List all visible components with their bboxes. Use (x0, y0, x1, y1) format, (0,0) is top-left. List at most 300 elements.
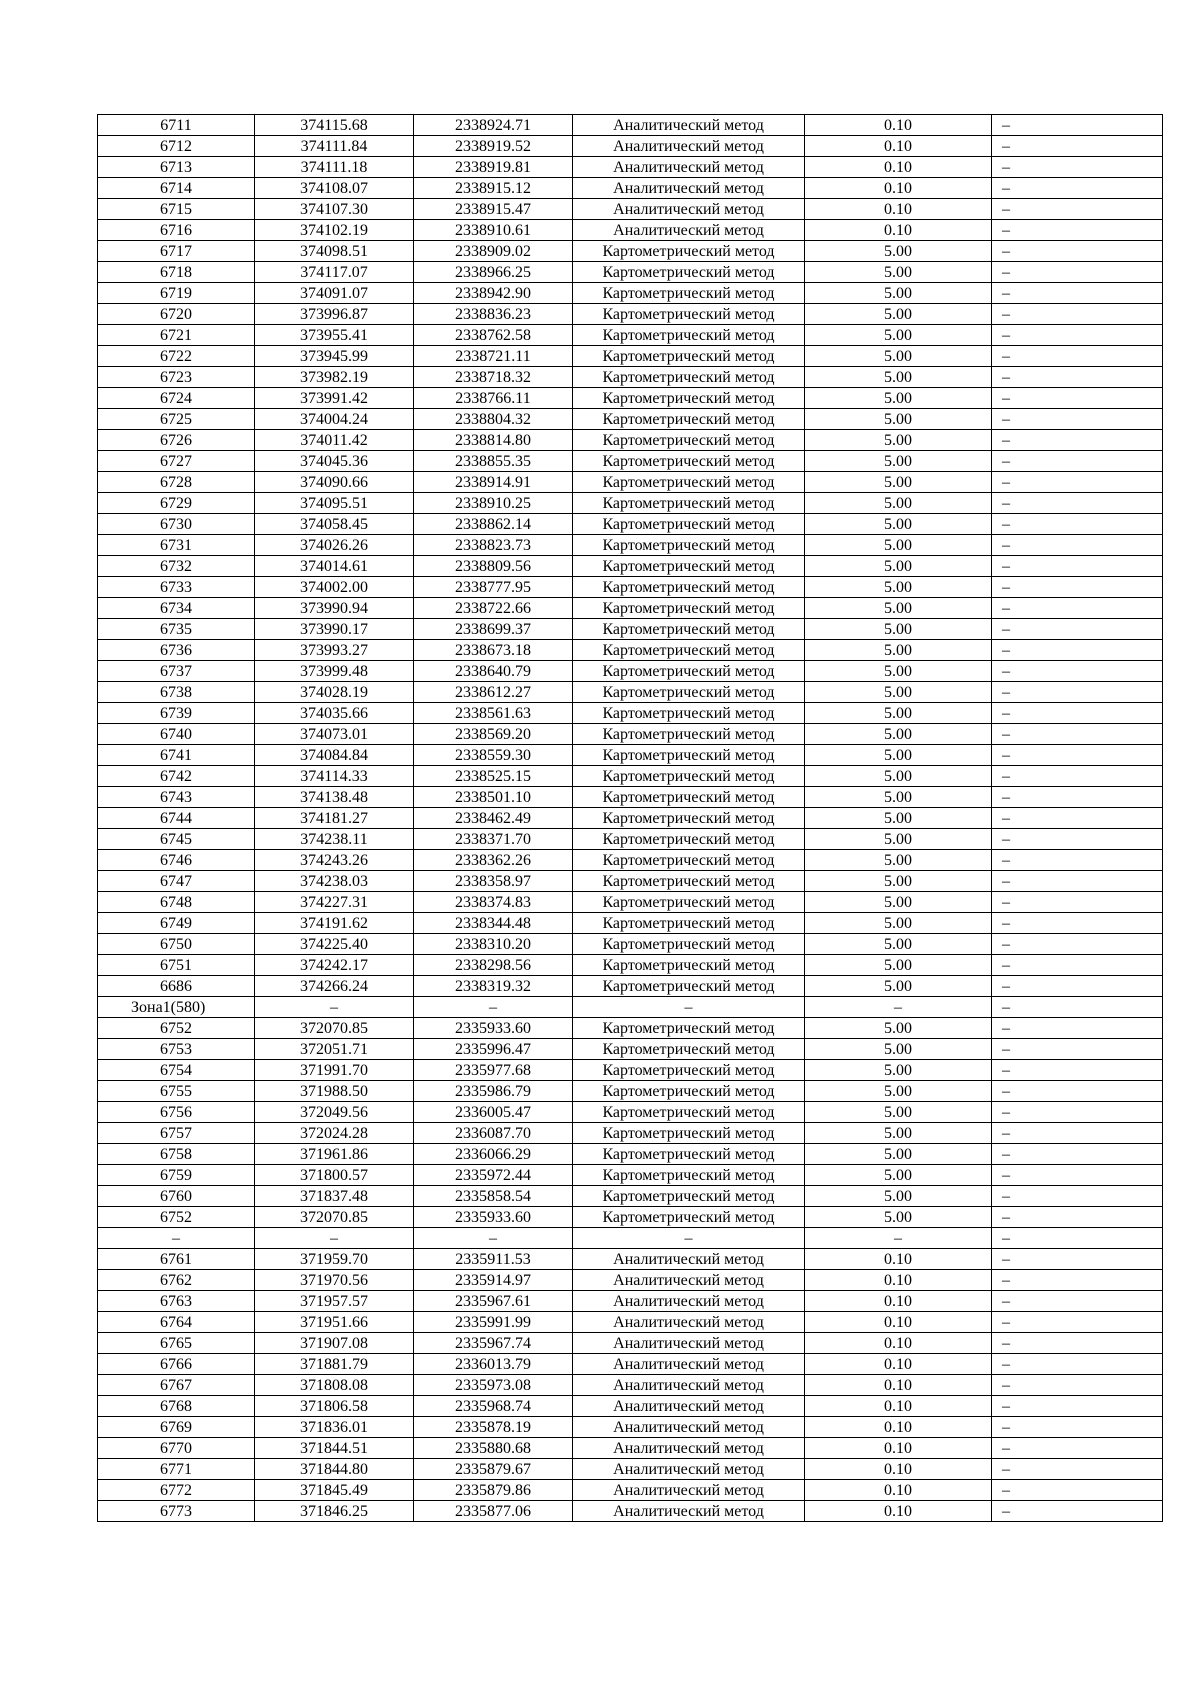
table-row (98, 493, 1163, 514)
table-row (98, 934, 1163, 955)
note-cell: – (992, 1501, 1163, 1522)
note-cell: – (992, 1018, 1163, 1039)
accuracy-cell: 5.00 (805, 871, 992, 892)
x-coordinate-cell: 372049.56 (255, 1102, 414, 1123)
table-row (98, 1081, 1163, 1102)
y-coordinate-cell: 2338718.32 (414, 367, 573, 388)
note-cell: – (992, 451, 1163, 472)
point-number-cell: 6728 (98, 472, 255, 493)
point-number-cell: 6764 (98, 1312, 255, 1333)
method-cell: Аналитический метод (573, 1438, 805, 1459)
note-cell: – (992, 1228, 1163, 1249)
note-cell: – (992, 472, 1163, 493)
table-row (98, 136, 1163, 157)
x-coordinate-cell: 371844.51 (255, 1438, 414, 1459)
x-coordinate-cell: 371846.25 (255, 1501, 414, 1522)
x-coordinate-cell: 371957.57 (255, 1291, 414, 1312)
method-cell: Аналитический метод (573, 1396, 805, 1417)
y-coordinate-cell: 2335986.79 (414, 1081, 573, 1102)
y-coordinate-cell: 2338722.66 (414, 598, 573, 619)
note-cell: – (992, 976, 1163, 997)
accuracy-cell: 0.10 (805, 1249, 992, 1270)
point-number-cell: 6726 (98, 430, 255, 451)
point-number-cell: 6718 (98, 262, 255, 283)
y-coordinate-cell: 2338559.30 (414, 745, 573, 766)
x-coordinate-cell: 374225.40 (255, 934, 414, 955)
method-cell: Картометрический метод (573, 304, 805, 325)
y-coordinate-cell: 2335911.53 (414, 1249, 573, 1270)
accuracy-cell: 5.00 (805, 955, 992, 976)
point-number-cell: 6731 (98, 535, 255, 556)
point-number-cell: 6732 (98, 556, 255, 577)
y-coordinate-cell: 2338673.18 (414, 640, 573, 661)
y-coordinate-cell: 2338525.15 (414, 766, 573, 787)
accuracy-cell: 5.00 (805, 283, 992, 304)
x-coordinate-cell: 374111.84 (255, 136, 414, 157)
point-number-cell: 6752 (98, 1018, 255, 1039)
point-number-cell: 6730 (98, 514, 255, 535)
point-number-cell: 6746 (98, 850, 255, 871)
point-number-cell: 6715 (98, 199, 255, 220)
table-row (98, 808, 1163, 829)
accuracy-cell: 0.10 (805, 1480, 992, 1501)
x-coordinate-cell: 371959.70 (255, 1249, 414, 1270)
accuracy-cell: 5.00 (805, 976, 992, 997)
accuracy-cell: 5.00 (805, 1039, 992, 1060)
x-coordinate-cell: 372070.85 (255, 1207, 414, 1228)
x-coordinate-cell: 374073.01 (255, 724, 414, 745)
x-coordinate-cell: 371970.56 (255, 1270, 414, 1291)
table-row (98, 430, 1163, 451)
method-cell: Аналитический метод (573, 1417, 805, 1438)
accuracy-cell: 0.10 (805, 178, 992, 199)
accuracy-cell: 5.00 (805, 1060, 992, 1081)
point-number-cell: 6714 (98, 178, 255, 199)
accuracy-cell: 5.00 (805, 304, 992, 325)
method-cell: Аналитический метод (573, 1375, 805, 1396)
x-coordinate-cell: 374114.33 (255, 766, 414, 787)
method-cell: Картометрический метод (573, 556, 805, 577)
accuracy-cell: 0.10 (805, 157, 992, 178)
y-coordinate-cell: 2335972.44 (414, 1165, 573, 1186)
method-cell: Аналитический метод (573, 1501, 805, 1522)
table-row (98, 1186, 1163, 1207)
point-number-cell: 6741 (98, 745, 255, 766)
table-row (98, 1018, 1163, 1039)
method-cell: Картометрический метод (573, 325, 805, 346)
y-coordinate-cell: 2338942.90 (414, 283, 573, 304)
method-cell: Аналитический метод (573, 157, 805, 178)
y-coordinate-cell: 2338814.80 (414, 430, 573, 451)
note-cell: – (992, 1144, 1163, 1165)
note-cell: – (992, 535, 1163, 556)
y-coordinate-cell: 2338310.20 (414, 934, 573, 955)
point-number-cell: 6686 (98, 976, 255, 997)
point-number-cell: 6737 (98, 661, 255, 682)
point-number-cell: 6768 (98, 1396, 255, 1417)
y-coordinate-cell: 2338362.26 (414, 850, 573, 871)
point-number-cell: 6770 (98, 1438, 255, 1459)
x-coordinate-cell: 374227.31 (255, 892, 414, 913)
accuracy-cell: 5.00 (805, 1144, 992, 1165)
table-row (98, 325, 1163, 346)
point-number-cell: 6720 (98, 304, 255, 325)
note-cell: – (992, 1480, 1163, 1501)
method-cell: Аналитический метод (573, 1333, 805, 1354)
y-coordinate-cell: 2338966.25 (414, 262, 573, 283)
y-coordinate-cell: 2338919.52 (414, 136, 573, 157)
method-cell: Картометрический метод (573, 535, 805, 556)
accuracy-cell: 5.00 (805, 850, 992, 871)
x-coordinate-cell: 374138.48 (255, 787, 414, 808)
x-coordinate-cell: 371881.79 (255, 1354, 414, 1375)
x-coordinate-cell: 374115.68 (255, 115, 414, 136)
table-row (98, 1270, 1163, 1291)
note-cell: – (992, 115, 1163, 136)
method-cell: Картометрический метод (573, 493, 805, 514)
x-coordinate-cell: 374035.66 (255, 703, 414, 724)
table-row (98, 724, 1163, 745)
x-coordinate-cell: 374191.62 (255, 913, 414, 934)
note-cell: – (992, 934, 1163, 955)
accuracy-cell: 5.00 (805, 1165, 992, 1186)
accuracy-cell: 0.10 (805, 199, 992, 220)
method-cell: Картометрический метод (573, 787, 805, 808)
point-number-cell: 6766 (98, 1354, 255, 1375)
x-coordinate-cell: 371907.08 (255, 1333, 414, 1354)
table-row (98, 472, 1163, 493)
x-coordinate-cell: 374102.19 (255, 220, 414, 241)
table-row (98, 1228, 1163, 1249)
accuracy-cell: 0.10 (805, 1270, 992, 1291)
method-cell: Картометрический метод (573, 976, 805, 997)
y-coordinate-cell: 2335858.54 (414, 1186, 573, 1207)
x-coordinate-cell: 374238.11 (255, 829, 414, 850)
x-coordinate-cell: 371845.49 (255, 1480, 414, 1501)
y-coordinate-cell: 2338855.35 (414, 451, 573, 472)
x-coordinate-cell: – (255, 997, 414, 1018)
y-coordinate-cell: 2338462.49 (414, 808, 573, 829)
table-row (98, 409, 1163, 430)
method-cell: Картометрический метод (573, 1039, 805, 1060)
y-coordinate-cell: 2336005.47 (414, 1102, 573, 1123)
x-coordinate-cell: 374090.66 (255, 472, 414, 493)
method-cell: Картометрический метод (573, 955, 805, 976)
note-cell: – (992, 1081, 1163, 1102)
point-number-cell: 6716 (98, 220, 255, 241)
point-number-cell: 6742 (98, 766, 255, 787)
y-coordinate-cell: 2338298.56 (414, 955, 573, 976)
accuracy-cell: 0.10 (805, 136, 992, 157)
accuracy-cell: 5.00 (805, 661, 992, 682)
note-cell: – (992, 640, 1163, 661)
x-coordinate-cell: 371844.80 (255, 1459, 414, 1480)
note-cell: – (992, 766, 1163, 787)
accuracy-cell: 0.10 (805, 1291, 992, 1312)
table-row (98, 1417, 1163, 1438)
point-number-cell: 6744 (98, 808, 255, 829)
accuracy-cell: 0.10 (805, 1396, 992, 1417)
method-cell: Аналитический метод (573, 136, 805, 157)
method-cell: Аналитический метод (573, 220, 805, 241)
y-coordinate-cell: 2338910.61 (414, 220, 573, 241)
method-cell: Картометрический метод (573, 409, 805, 430)
note-cell: – (992, 619, 1163, 640)
point-number-cell: 6712 (98, 136, 255, 157)
table-row (98, 577, 1163, 598)
method-cell: Картометрический метод (573, 1081, 805, 1102)
note-cell: – (992, 1312, 1163, 1333)
table-row (98, 829, 1163, 850)
point-number-cell: 6739 (98, 703, 255, 724)
point-number-cell: 6738 (98, 682, 255, 703)
point-number-cell: 6745 (98, 829, 255, 850)
x-coordinate-cell: 371837.48 (255, 1186, 414, 1207)
method-cell: – (573, 997, 805, 1018)
note-cell: – (992, 997, 1163, 1018)
point-number-cell: 6753 (98, 1039, 255, 1060)
y-coordinate-cell: 2338804.32 (414, 409, 573, 430)
x-coordinate-cell: 371808.08 (255, 1375, 414, 1396)
method-cell: Картометрический метод (573, 619, 805, 640)
point-number-cell: 6722 (98, 346, 255, 367)
y-coordinate-cell: 2338823.73 (414, 535, 573, 556)
accuracy-cell: 5.00 (805, 409, 992, 430)
x-coordinate-cell: 371951.66 (255, 1312, 414, 1333)
point-number-cell: 6723 (98, 367, 255, 388)
y-coordinate-cell: 2338915.47 (414, 199, 573, 220)
y-coordinate-cell: 2338358.97 (414, 871, 573, 892)
point-number-cell: 6743 (98, 787, 255, 808)
note-cell: – (992, 577, 1163, 598)
table-row (98, 220, 1163, 241)
note-cell: – (992, 598, 1163, 619)
accuracy-cell: 5.00 (805, 1123, 992, 1144)
note-cell: – (992, 1207, 1163, 1228)
table-row (98, 367, 1163, 388)
x-coordinate-cell: 371988.50 (255, 1081, 414, 1102)
y-coordinate-cell: 2335880.68 (414, 1438, 573, 1459)
method-cell: Картометрический метод (573, 430, 805, 451)
point-number-cell: 6763 (98, 1291, 255, 1312)
y-coordinate-cell: 2338766.11 (414, 388, 573, 409)
accuracy-cell: 5.00 (805, 808, 992, 829)
y-coordinate-cell: 2338909.02 (414, 241, 573, 262)
x-coordinate-cell: 374266.24 (255, 976, 414, 997)
x-coordinate-cell: 374014.61 (255, 556, 414, 577)
y-coordinate-cell: 2338862.14 (414, 514, 573, 535)
point-number-cell: – (98, 1228, 255, 1249)
table-row (98, 1459, 1163, 1480)
y-coordinate-cell: 2338561.63 (414, 703, 573, 724)
note-cell: – (992, 871, 1163, 892)
table-row (98, 1165, 1163, 1186)
table-row (98, 1102, 1163, 1123)
point-number-cell: 6762 (98, 1270, 255, 1291)
x-coordinate-cell: 373945.99 (255, 346, 414, 367)
y-coordinate-cell: 2335877.06 (414, 1501, 573, 1522)
note-cell: – (992, 829, 1163, 850)
y-coordinate-cell: 2338777.95 (414, 577, 573, 598)
method-cell: Картометрический метод (573, 1060, 805, 1081)
note-cell: – (992, 262, 1163, 283)
accuracy-cell: 5.00 (805, 346, 992, 367)
method-cell: Аналитический метод (573, 1270, 805, 1291)
table-row (98, 976, 1163, 997)
table-row (98, 262, 1163, 283)
note-cell: – (992, 493, 1163, 514)
x-coordinate-cell: 372070.85 (255, 1018, 414, 1039)
method-cell: Картометрический метод (573, 262, 805, 283)
point-number-cell: 6760 (98, 1186, 255, 1207)
x-coordinate-cell: 374181.27 (255, 808, 414, 829)
note-cell: – (992, 283, 1163, 304)
table-row (98, 997, 1163, 1018)
y-coordinate-cell: 2335973.08 (414, 1375, 573, 1396)
x-coordinate-cell: 374117.07 (255, 262, 414, 283)
method-cell: Аналитический метод (573, 1312, 805, 1333)
accuracy-cell: – (805, 1228, 992, 1249)
accuracy-cell: 0.10 (805, 220, 992, 241)
accuracy-cell: 5.00 (805, 619, 992, 640)
table-row (98, 283, 1163, 304)
y-coordinate-cell: 2338569.20 (414, 724, 573, 745)
y-coordinate-cell: – (414, 1228, 573, 1249)
note-cell: – (992, 1459, 1163, 1480)
point-number-cell: 6765 (98, 1333, 255, 1354)
x-coordinate-cell: 373991.42 (255, 388, 414, 409)
x-coordinate-cell: 374238.03 (255, 871, 414, 892)
note-cell: – (992, 1039, 1163, 1060)
note-cell: – (992, 745, 1163, 766)
accuracy-cell: 5.00 (805, 325, 992, 346)
accuracy-cell: 5.00 (805, 745, 992, 766)
table-row (98, 115, 1163, 136)
x-coordinate-cell: 373990.94 (255, 598, 414, 619)
accuracy-cell: 0.10 (805, 1354, 992, 1375)
point-number-cell: 6721 (98, 325, 255, 346)
note-cell: – (992, 1123, 1163, 1144)
x-coordinate-cell: 374242.17 (255, 955, 414, 976)
coordinates-table-body (98, 115, 1163, 1522)
table-row (98, 1312, 1163, 1333)
note-cell: – (992, 409, 1163, 430)
point-number-cell: 6733 (98, 577, 255, 598)
table-row (98, 1438, 1163, 1459)
y-coordinate-cell: 2335996.47 (414, 1039, 573, 1060)
point-number-cell: 6769 (98, 1417, 255, 1438)
note-cell: – (992, 787, 1163, 808)
y-coordinate-cell: 2336066.29 (414, 1144, 573, 1165)
x-coordinate-cell: 373982.19 (255, 367, 414, 388)
table-row (98, 1291, 1163, 1312)
point-number-cell: 6752 (98, 1207, 255, 1228)
y-coordinate-cell: 2335967.74 (414, 1333, 573, 1354)
x-coordinate-cell: 374004.24 (255, 409, 414, 430)
point-number-cell: 6727 (98, 451, 255, 472)
note-cell: – (992, 430, 1163, 451)
y-coordinate-cell: 2335967.61 (414, 1291, 573, 1312)
point-number-cell: 6713 (98, 157, 255, 178)
y-coordinate-cell: 2338501.10 (414, 787, 573, 808)
point-number-cell: 6748 (98, 892, 255, 913)
y-coordinate-cell: 2338344.48 (414, 913, 573, 934)
table-row (98, 1207, 1163, 1228)
note-cell: – (992, 1417, 1163, 1438)
y-coordinate-cell: 2338910.25 (414, 493, 573, 514)
y-coordinate-cell: 2335878.19 (414, 1417, 573, 1438)
note-cell: – (992, 1333, 1163, 1354)
table-row (98, 1144, 1163, 1165)
method-cell: Картометрический метод (573, 703, 805, 724)
table-row (98, 1501, 1163, 1522)
table-row (98, 955, 1163, 976)
table-row (98, 745, 1163, 766)
note-cell: – (992, 1249, 1163, 1270)
method-cell: Аналитический метод (573, 199, 805, 220)
method-cell: Аналитический метод (573, 1249, 805, 1270)
method-cell: Картометрический метод (573, 451, 805, 472)
point-number-cell: Зона1(580) (98, 997, 255, 1018)
y-coordinate-cell: 2338914.91 (414, 472, 573, 493)
note-cell: – (992, 346, 1163, 367)
accuracy-cell: 5.00 (805, 724, 992, 745)
note-cell: – (992, 724, 1163, 745)
note-cell: – (992, 913, 1163, 934)
y-coordinate-cell: 2338374.83 (414, 892, 573, 913)
accuracy-cell: 0.10 (805, 1417, 992, 1438)
accuracy-cell: 5.00 (805, 703, 992, 724)
point-number-cell: 6771 (98, 1459, 255, 1480)
y-coordinate-cell: 2335977.68 (414, 1060, 573, 1081)
y-coordinate-cell: 2338699.37 (414, 619, 573, 640)
table-row (98, 703, 1163, 724)
accuracy-cell: 0.10 (805, 1459, 992, 1480)
y-coordinate-cell: 2338319.32 (414, 976, 573, 997)
y-coordinate-cell: 2335879.86 (414, 1480, 573, 1501)
method-cell: Картометрический метод (573, 577, 805, 598)
y-coordinate-cell: – (414, 997, 573, 1018)
accuracy-cell: 0.10 (805, 1438, 992, 1459)
note-cell: – (992, 892, 1163, 913)
accuracy-cell: 5.00 (805, 262, 992, 283)
y-coordinate-cell: 2338919.81 (414, 157, 573, 178)
table-row (98, 1333, 1163, 1354)
coordinates-table (97, 114, 1163, 1522)
y-coordinate-cell: 2338612.27 (414, 682, 573, 703)
x-coordinate-cell: 373990.17 (255, 619, 414, 640)
method-cell: Картометрический метод (573, 682, 805, 703)
table-row (98, 346, 1163, 367)
table-row (98, 1375, 1163, 1396)
y-coordinate-cell: 2338924.71 (414, 115, 573, 136)
point-number-cell: 6772 (98, 1480, 255, 1501)
method-cell: Картометрический метод (573, 1102, 805, 1123)
method-cell: Картометрический метод (573, 766, 805, 787)
accuracy-cell: 5.00 (805, 1207, 992, 1228)
method-cell: Картометрический метод (573, 661, 805, 682)
x-coordinate-cell: – (255, 1228, 414, 1249)
point-number-cell: 6755 (98, 1081, 255, 1102)
x-coordinate-cell: 374098.51 (255, 241, 414, 262)
method-cell: Картометрический метод (573, 1186, 805, 1207)
point-number-cell: 6767 (98, 1375, 255, 1396)
table-row (98, 682, 1163, 703)
accuracy-cell: 5.00 (805, 829, 992, 850)
point-number-cell: 6759 (98, 1165, 255, 1186)
method-cell: Картометрический метод (573, 1165, 805, 1186)
y-coordinate-cell: 2338809.56 (414, 556, 573, 577)
